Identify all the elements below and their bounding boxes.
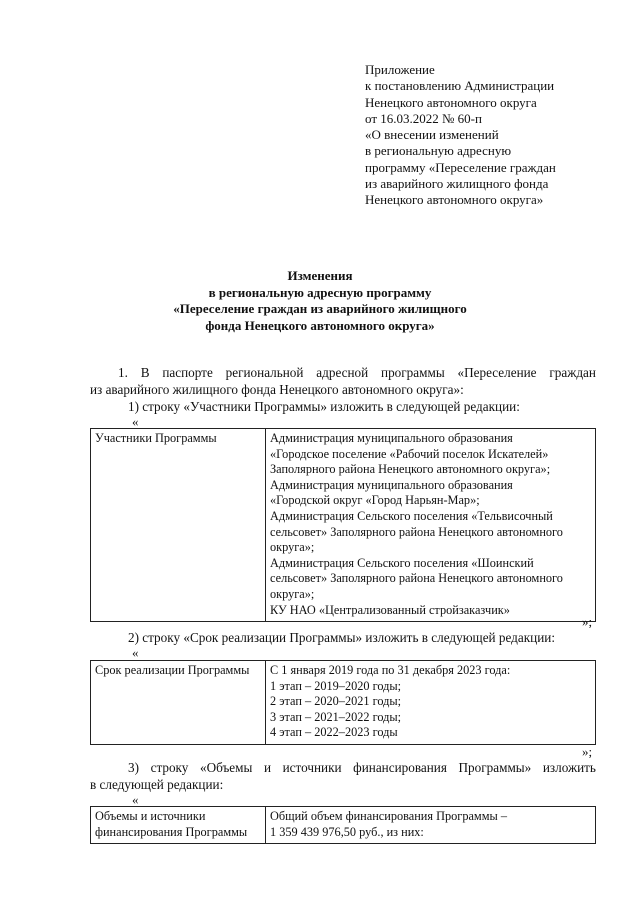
participants-line: «Городское поселение «Рабочий поселок Искателей» xyxy=(270,446,549,461)
appendix-line: от 16.03.2022 № 60-п xyxy=(365,110,482,126)
participants-value-cell xyxy=(266,429,596,622)
participants-label-cell xyxy=(91,429,266,622)
section1-line1 xyxy=(118,364,596,381)
financing-label-cell xyxy=(91,807,266,844)
participants-line: Администрация муниципального образования xyxy=(270,431,513,445)
period-label-cell xyxy=(91,661,266,745)
participants-line: округа»; xyxy=(270,540,315,555)
title-line: Изменения xyxy=(287,268,353,283)
period-line: 2 этап – 2020–2021 годы; xyxy=(270,694,402,709)
word: адресной xyxy=(316,365,369,380)
appendix-line: в региональную адресную xyxy=(365,143,512,159)
section1-line2: из аварийного жилищного фонда Ненецкого автономного округа»: xyxy=(90,382,464,397)
period-line: С 1 января 2019 года по 31 декабря 2023 года: xyxy=(270,663,511,677)
close-quote: »; xyxy=(582,744,593,759)
participants-line: Заполярного района Ненецкого автономного округа»; xyxy=(270,462,551,477)
item3-paragraph xyxy=(128,759,596,776)
word: граждан xyxy=(549,365,596,380)
participants-line: «Городской округ «Город Нарьян-Мар»; xyxy=(270,493,480,508)
period-line: 4 этап – 2022–2023 годы xyxy=(270,725,398,740)
financing-line: Общий объем финансирования Программы – xyxy=(270,809,507,823)
item1-text: 1) строку «Участники Программы» изложить в следующей редакции: xyxy=(128,399,520,414)
item2-text: 2) строку «Срок реализации Программы» изложить в следующей редакции: xyxy=(128,630,555,645)
period-label: Срок реализации Программы xyxy=(95,663,250,677)
item3-line1 xyxy=(128,759,596,776)
period-value-cell xyxy=(266,661,596,745)
word: и xyxy=(263,760,272,775)
participants-line: Администрация Сельского поселения «Шоинский xyxy=(270,555,534,570)
period-line: 3 этап – 2021–2022 годы; xyxy=(270,709,402,724)
period-table xyxy=(90,660,596,745)
word: 1. xyxy=(118,365,128,380)
section1-paragraph xyxy=(118,364,596,381)
word: паспорте xyxy=(162,365,213,380)
word: изложить xyxy=(542,760,596,775)
close-quote: »; xyxy=(582,614,593,629)
appendix-line: «О внесении изменений xyxy=(365,127,499,143)
table-row xyxy=(91,807,596,844)
word: 3) xyxy=(128,760,139,775)
participants-line: округа»; xyxy=(270,586,315,601)
word: источники xyxy=(282,760,342,775)
financing-label-line: финансирования Программы xyxy=(95,824,248,839)
word: «Переселение xyxy=(457,365,537,380)
appendix-line: Ненецкого автономного округа» xyxy=(365,192,544,208)
word: программы xyxy=(381,365,445,380)
appendix-line: Приложение xyxy=(365,62,435,77)
appendix-line: к постановлению Администрации xyxy=(365,78,555,94)
word: финансирования xyxy=(353,760,447,775)
participants-line: сельсовет» Заполярного района Ненецкого автономного xyxy=(270,524,563,539)
appendix-line: из аварийного жилищного фонда xyxy=(365,176,549,192)
participants-line: сельсовет» Заполярного района Ненецкого автономного xyxy=(270,571,563,586)
word: строку xyxy=(150,760,189,775)
word: региональной xyxy=(225,365,304,380)
participants-label: Участники Программы xyxy=(95,431,217,445)
table-row xyxy=(91,661,596,745)
financing-table xyxy=(90,806,596,844)
financing-value-cell xyxy=(266,807,596,844)
title-line: фонда Ненецкого автономного округа» xyxy=(205,317,435,333)
open-quote: « xyxy=(132,645,139,660)
open-quote: « xyxy=(132,414,139,429)
participants-line: Администрация муниципального образования xyxy=(270,477,513,492)
appendix-line: программу «Переселение граждан xyxy=(365,159,556,175)
item3-line2: в следующей редакции: xyxy=(90,777,224,792)
open-quote: « xyxy=(132,792,139,807)
financing-line: 1 359 439 976,50 руб., из них: xyxy=(270,824,424,839)
title-line: «Переселение граждан из аварийного жилищного xyxy=(173,301,467,316)
period-line: 1 этап – 2019–2020 годы; xyxy=(270,678,402,693)
appendix-line: Ненецкого автономного округа xyxy=(365,94,537,110)
word: В xyxy=(140,365,150,380)
participants-line: Администрация Сельского поселения «Тельвисочный xyxy=(270,508,553,523)
financing-label-line: Объемы и источники xyxy=(95,809,206,823)
word: Программы» xyxy=(458,760,532,775)
appendix-block xyxy=(365,62,556,209)
title-line: в региональную адресную программу xyxy=(208,284,432,300)
participants-table xyxy=(90,428,596,622)
word: «Объемы xyxy=(199,760,253,775)
participants-line: КУ НАО «Централизованный стройзаказчик» xyxy=(270,602,510,617)
document-title xyxy=(0,268,640,334)
table-row xyxy=(91,429,596,622)
